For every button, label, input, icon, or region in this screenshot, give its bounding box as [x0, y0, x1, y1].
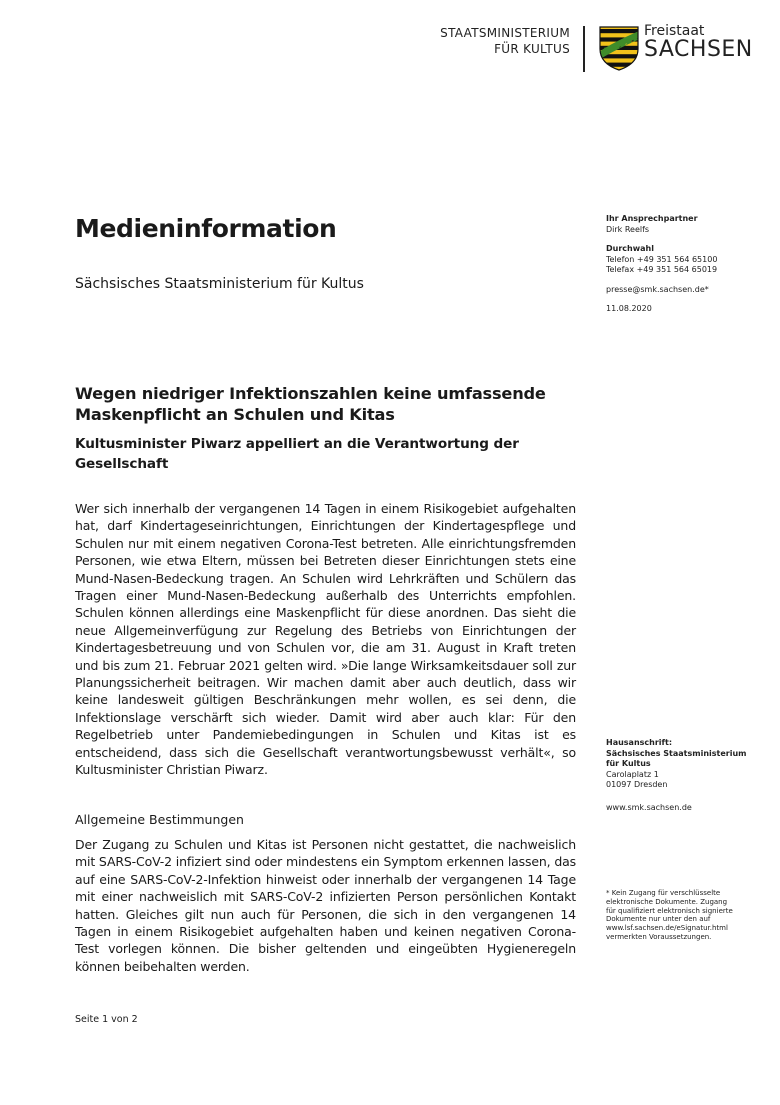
address-org-line-2: für Kultus: [606, 759, 651, 768]
website-link[interactable]: www.smk.sachsen.de: [606, 802, 692, 812]
state-logo-text: [644, 23, 753, 61]
page-number: Seite 1 von 2: [75, 1014, 138, 1025]
contact-person-label: Ihr Ansprechpartner: [606, 214, 698, 223]
note-line-5[interactable]: www.lsf.sachsen.de/eSignatur.html: [606, 924, 728, 933]
state-line-1: Freistaat: [644, 23, 705, 39]
contact-block: [606, 214, 717, 315]
document-subtitle: Sächsisches Staatsministerium für Kultus: [75, 276, 364, 292]
article-subheadline: Kultusminister Piwarz appelliert an die Verantwortung der Gesellschaft: [75, 436, 519, 472]
contact-phone: Telefon +49 351 564 65100: [606, 254, 718, 264]
esignature-note: [606, 889, 733, 942]
address-org-line-1: Sächsisches Staatsministerium: [606, 748, 747, 758]
saxony-crest-icon: [598, 25, 640, 71]
ministry-name: [440, 25, 570, 57]
article-paragraph-1: Wer sich innerhalb der vergangenen 14 Tagen in einem Risikogebiet aufgehalten hat, darf Kindertageseinrichtungen, Einrichtungen der Kindertagespflege und Schulen nur mit einem negativen Corona-Test betreten. Alle einrichtungsfremden Personen, wie etwa Eltern, müssen bei Betreten dieser Einrichtungen stets eine Mund-Nasen-Bedeckung tragen. An Schulen wird Lehrkräften und Schülern das Tragen einer Mund-Nasen-Bedeckung außerhalb des Unterrichts empfohlen. Schulen können allerdings eine Maskenpflicht für diese anordnen. Das sieht die neue Allgemeinverfügung zur Regelung des Betriebs von Einrichtungen der Kindertagesbetreuung und von Schulen vor, die am 31. August in Kraft treten und bis zum 21. Februar 2021 gelten wird. »Die lange Wirksamkeitsdauer soll zur Planungssicherheit beitragen. Wir machen damit aber auch deutlich, dass wir keine landesweit gültigen Beschränkungen mehr wollen, es sei denn, die Infektionslage verschärft sich wieder. Damit wird aber auch klar: Für den Regelbetrieb unter Pandemiebedingungen in Schulen und Kitas ist es entscheidend, dass sich die Gesellschaft verantwortungsbewusst verhält«, so Kultusminister Christian Piwarz.: [75, 501, 576, 778]
contact-email[interactable]: presse@smk.sachsen.de*: [606, 284, 709, 294]
note-line-3: für qualifiziert elektronisch signierte: [606, 906, 733, 915]
note-line-6: vermerkten Voraussetzungen.: [606, 932, 712, 941]
address-city: 01097 Dresden: [606, 780, 668, 789]
ministry-line-2: FÜR KULTUS: [494, 42, 570, 56]
address-label: Hausanschrift:: [606, 738, 673, 747]
contact-phone-label: Durchwahl: [606, 244, 654, 253]
contact-fax: Telefax +49 351 564 65019: [606, 265, 718, 274]
document-date: 11.08.2020: [606, 304, 652, 313]
article-paragraph-2: Der Zugang zu Schulen und Kitas ist Personen nicht gestattet, die nachweislich mit SARS-CoV-2 infiziert sind oder mindestens ein Symptom erkennen lassen, das auf eine SARS-CoV-2-Infektion hinweist oder innerhalb der vergangenen 14 Tage mit einer nachweislich mit SARS-CoV-2 infizierten Person persönlichen Kontakt hatten. Gleiches gilt nun auch für Personen, die sich in den vergangenen 14 Tagen in einem Risikogebiet aufgehalten haben und keinen negativen Corona-Test vorlegen können. Die bisher geltenden und eingeübten Hygieneregeln können beibehalten werden.: [75, 837, 576, 974]
note-line-4: Dokumente nur unter den auf: [606, 915, 711, 924]
contact-person-name: Dirk Reelfs: [606, 224, 650, 234]
article-headline: Wegen niedriger Infektionszahlen keine umfassende Maskenpflicht an Schulen und Kitas: [75, 384, 546, 424]
address-block: [606, 738, 747, 813]
header-divider: [583, 26, 585, 72]
ministry-line-1: STAATSMINISTERIUM: [440, 26, 570, 40]
note-line-1: * Kein Zugang für verschlüsselte: [606, 889, 721, 897]
note-line-2: elektronische Dokumente. Zugang: [606, 897, 728, 906]
address-street: Carolaplatz 1: [606, 769, 659, 779]
document-title: Medieninformation: [75, 214, 337, 243]
section-title: Allgemeine Bestimmungen: [75, 812, 244, 827]
state-line-2: SACHSEN: [644, 37, 753, 62]
